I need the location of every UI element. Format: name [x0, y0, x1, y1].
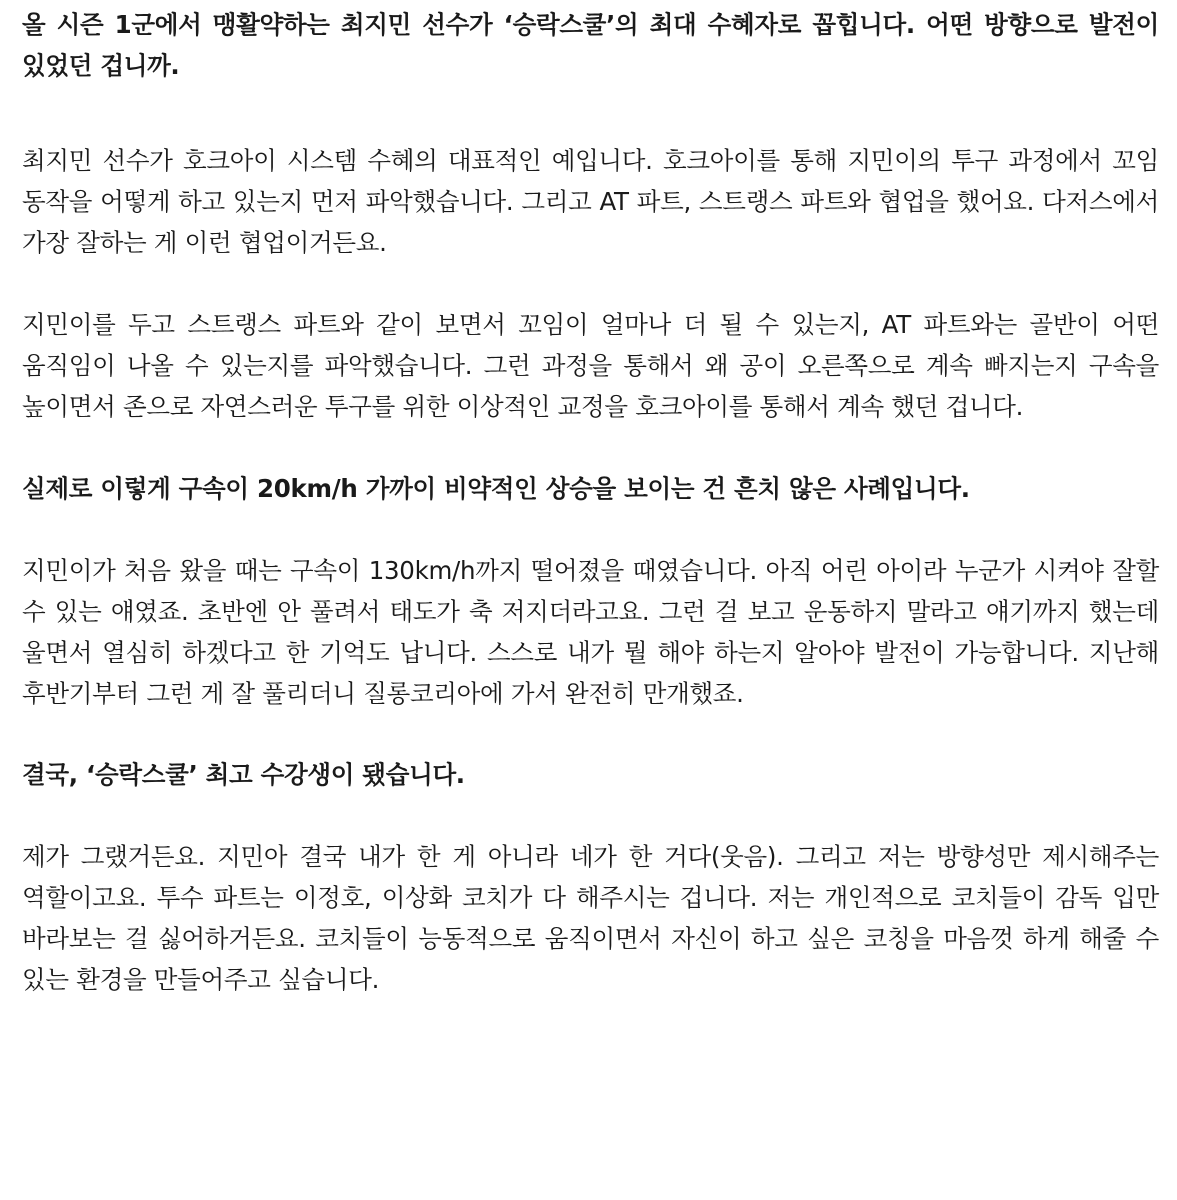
answer-paragraph: 제가 그랬거든요. 지민아 결국 내가 한 게 아니라 네가 한 거다(웃음). 그리고 저는 방향성만 제시해주는 역할이고요. 투수 파트는 이정호, 이상화 코치가 다 해주시는 겁니다. 저는 개인적으로 코치들이 감독 입만 바라보는 걸 싫어하거든요. 코치들이 능동적으로 움직이면서 자신이 하고 싶은 코칭을 마음껏 하게 해줄 수 있는 환경을 만들어주고 싶습니다.	[22, 842, 1159, 994]
question-paragraph: 결국, ‘승락스쿨’ 최고 수강생이 됐습니다.	[22, 760, 465, 789]
answer-paragraph: 지민이를 두고 스트랭스 파트와 같이 보면서 꼬임이 얼마나 더 될 수 있는지, AT 파트와는 골반이 어떤 움직임이 나올 수 있는지를 파악했습니다. 그런 과정을 통해서 왜 공이 오른쪽으로 계속 빠지는지 구속을 높이면서 존으로 자연스러운 투구를 위한 이상적인 교정을 호크아이를 통해서 계속 했던 겁니다.	[22, 310, 1159, 421]
answer-paragraph: 최지민 선수가 호크아이 시스템 수혜의 대표적인 예입니다. 호크아이를 통해 지민이의 투구 과정에서 꼬임 동작을 어떻게 하고 있는지 먼저 파악했습니다. 그리고 AT 파트, 스트랭스 파트와 협업을 했어요. 다저스에서 가장 잘하는 게 이런 협업이거든요.	[22, 146, 1159, 257]
question-paragraph: 올 시즌 1군에서 맹활약하는 최지민 선수가 ‘승락스쿨’의 최대 수혜자로 꼽힙니다. 어떤 방향으로 발전이 있었던 겁니까.	[22, 10, 1159, 80]
question-paragraph: 실제로 이렇게 구속이 20km/h 가까이 비약적인 상승을 보이는 건 흔치 않은 사례입니다.	[22, 474, 970, 503]
answer-paragraph: 지민이가 처음 왔을 때는 구속이 130km/h까지 떨어졌을 때였습니다. 아직 어린 아이라 누군가 시켜야 잘할 수 있는 얘였죠. 초반엔 안 풀려서 태도가 축 저지더라고요. 그런 걸 보고 운동하지 말라고 얘기까지 했는데 울면서 열심히 하겠다고 한 기억도 납니다. 스스로 내가 뭘 해야 하는지 알아야 발전이 가능합니다. 지난해 후반기부터 그런 게 잘 풀리더니 질롱코리아에 가서 완전히 만개했죠.	[22, 556, 1159, 708]
interview-body	[22, 4, 1159, 1000]
